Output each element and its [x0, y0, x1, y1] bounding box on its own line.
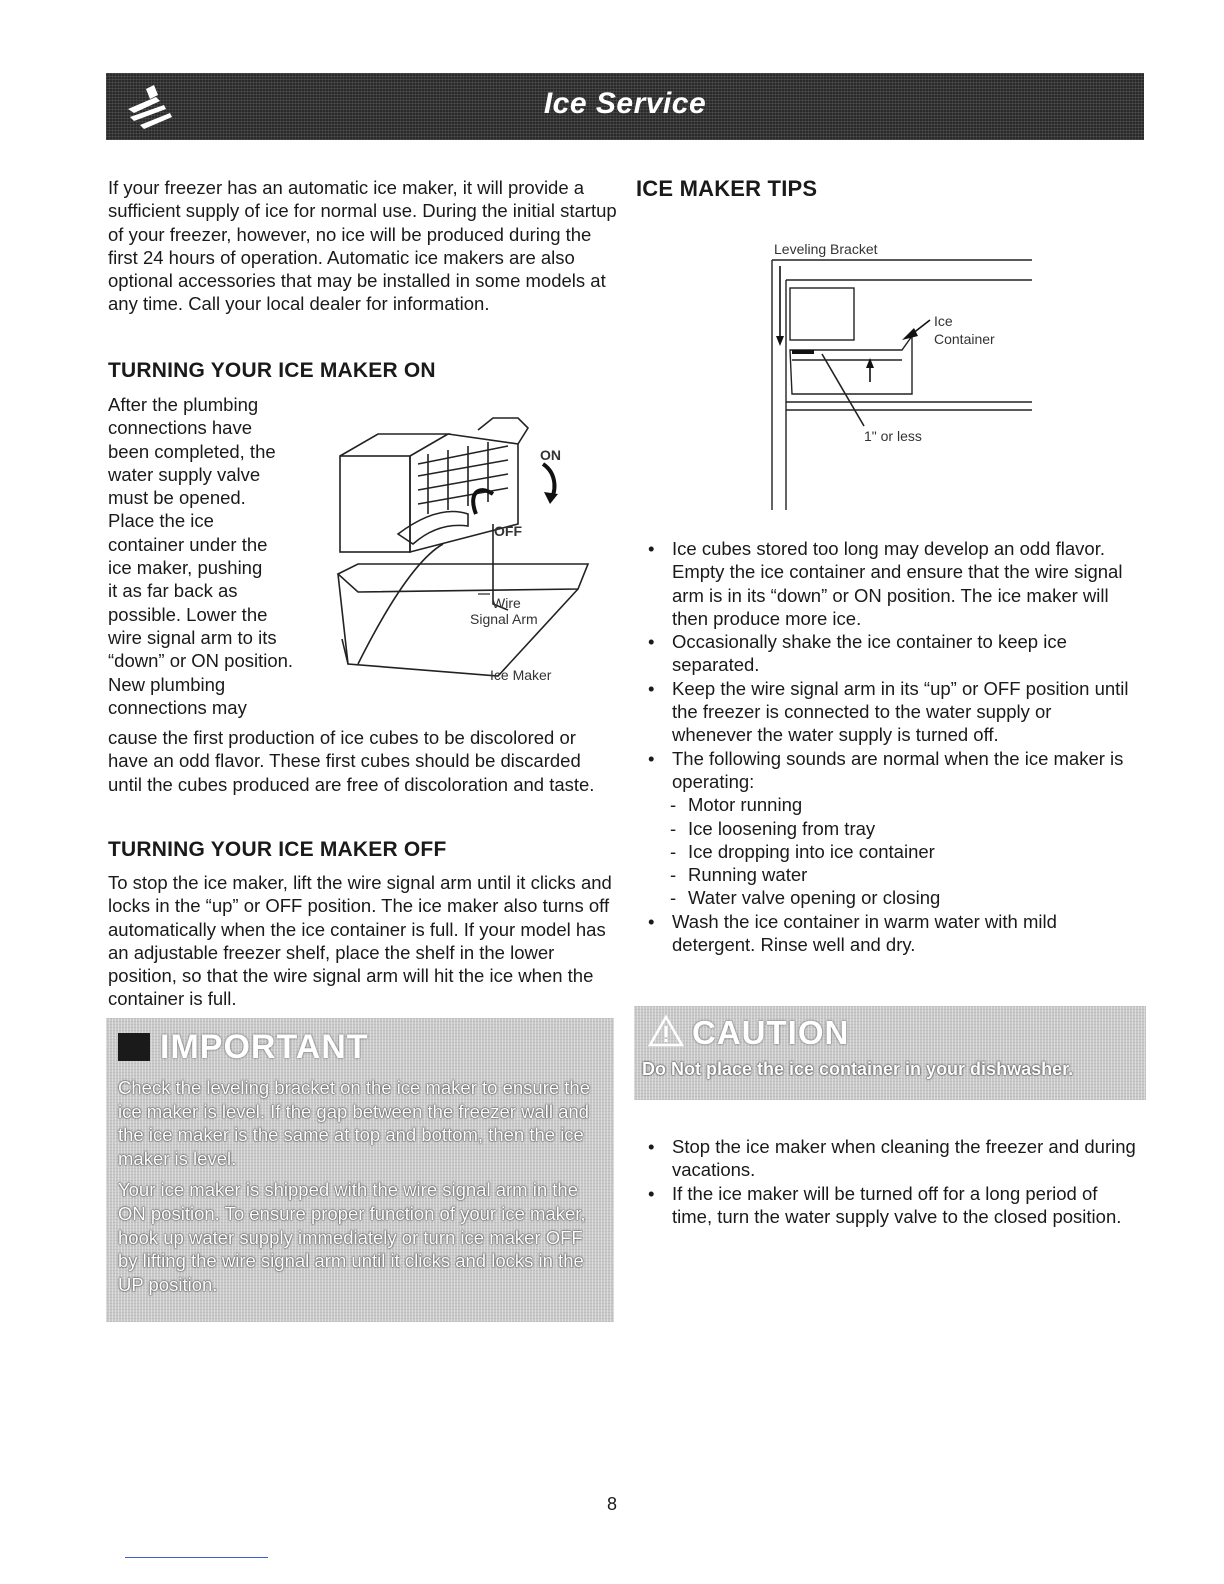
section-banner	[106, 73, 1144, 140]
warning-icon	[648, 1015, 684, 1047]
turning-on-tail: cause the first production of ice cubes to be discolored or have an odd flavor. These first cubes should be discarded until the cubes produced are free of discoloration and taste.	[108, 727, 595, 795]
text-line: New plumbing	[108, 673, 226, 695]
important-header	[118, 1028, 369, 1067]
turning-on-text	[108, 393, 328, 719]
text-line: “down” or ON position.	[108, 650, 294, 672]
text-line: it as far back as	[108, 580, 238, 602]
caution-title: CAUTION	[692, 1014, 850, 1051]
caution-notice	[634, 1006, 1146, 1100]
ice-label: Ice	[934, 313, 953, 329]
important-body	[118, 1076, 602, 1304]
text-line: possible. Lower the	[108, 603, 268, 625]
text-line: connections have	[108, 417, 252, 439]
sound-item: - Running water	[670, 863, 1136, 886]
after-caution-list	[636, 1135, 1136, 1228]
caution-text: Do Not place the ice container in your dishwasher.	[642, 1059, 1074, 1079]
signal-arm-label: Signal Arm	[470, 611, 538, 627]
tips-list-end	[636, 910, 1136, 957]
important-notice	[106, 1018, 614, 1322]
important-paragraph: Check the leveling bracket on the ice maker to ensure the ice maker is level. If the gap between the freezer wall and the ice maker is the same at top and bottom, then the ice maker is level.	[118, 1077, 591, 1169]
footer-rule	[125, 1557, 268, 1558]
wire-label: Wire	[492, 595, 521, 611]
sound-item: - Water valve opening or closing	[670, 886, 1136, 909]
text-line: container under the	[108, 533, 268, 555]
text-line: Place the ice	[108, 510, 214, 532]
text-line: water supply valve	[108, 463, 261, 485]
text-line: ice maker, pushing	[108, 557, 263, 579]
important-paragraph: Your ice maker is shipped with the wire signal arm in the ON position. To ensure proper function of your ice maker, hook up water supply immediately or turn ice maker OFF by lifting the wire signal arm until it clicks and locks in the UP position.	[118, 1179, 586, 1295]
list-item: • The following sounds are normal when the ice maker is operating:	[636, 747, 1136, 794]
leveling-bracket-label: Leveling Bracket	[774, 241, 878, 257]
page-title: Ice Service	[543, 87, 707, 120]
sound-item: - Ice dropping into ice container	[670, 840, 1136, 863]
text-line: wire signal arm to its	[108, 626, 277, 648]
sound-item: - Ice loosening from tray	[670, 817, 1136, 840]
tips-list	[636, 537, 1136, 793]
tips-list-container	[636, 537, 1136, 956]
list-item: • Wash the ice container in warm water with mild detergent. Rinse well and dry.	[636, 910, 1136, 957]
text-line: must be opened.	[108, 487, 246, 509]
text-line: been completed, the	[108, 440, 276, 462]
off-label: OFF	[494, 523, 522, 539]
turning-on-heading: TURNING YOUR ICE MAKER ON	[108, 359, 436, 382]
list-item: • Occasionally shake the ice container to keep ice separated.	[636, 630, 1136, 677]
intro-paragraph: If your freezer has an automatic ice maker, it will provide a sufficient supply of ice for normal use. During the initial startup of your freezer, however, no ice will be produced during the first 24 hours of operation. Automatic ice makers are also optional accessories that may be installed in some models at any time. Call your local dealer for information.	[108, 177, 617, 315]
caution-header	[648, 1014, 849, 1052]
sounds-list	[636, 793, 1136, 909]
tips-heading: ICE MAKER TIPS	[636, 176, 818, 201]
text-line: connections may	[108, 696, 247, 718]
container-label: Container	[934, 331, 995, 347]
gap-label: 1" or less	[864, 428, 922, 444]
text-line: After the plumbing	[108, 394, 259, 415]
list-item: • If the ice maker will be turned off for a long period of time, turn the water supply valve to the closed position.	[636, 1182, 1136, 1229]
sound-item: - Motor running	[670, 793, 1136, 816]
page-number: 8	[606, 1494, 617, 1514]
list-item: • Ice cubes stored too long may develop an odd flavor. Empty the ice container and ensure that the wire signal arm is in its “down” or ON position. The ice maker will then produce more ice.	[636, 537, 1136, 630]
turning-off-heading: TURNING YOUR ICE MAKER OFF	[108, 838, 447, 861]
leveling-bracket-illustration	[752, 226, 1042, 516]
list-item: • Stop the ice maker when cleaning the freezer and during vacations.	[636, 1135, 1136, 1182]
ice-maker-label: Ice Maker	[490, 667, 552, 683]
turning-off-text: To stop the ice maker, lift the wire signal arm until it clicks and locks in the “up” or OFF position. The ice maker also turns off automatically when the ice container is full. If your model has an adjustable freezer shelf, place the shelf in the lower position, so that the wire signal arm will hit the ice when the container is full.	[108, 872, 612, 1010]
important-title: IMPORTANT	[160, 1028, 369, 1066]
ice-maker-illustration	[318, 414, 608, 694]
arrow-icon	[118, 1033, 150, 1061]
after-caution-container	[636, 1135, 1136, 1228]
on-label: ON	[540, 447, 561, 463]
list-item: • Keep the wire signal arm in its “up” or OFF position until the freezer is connected to the water supply or whenever the water supply is turned off.	[636, 677, 1136, 747]
